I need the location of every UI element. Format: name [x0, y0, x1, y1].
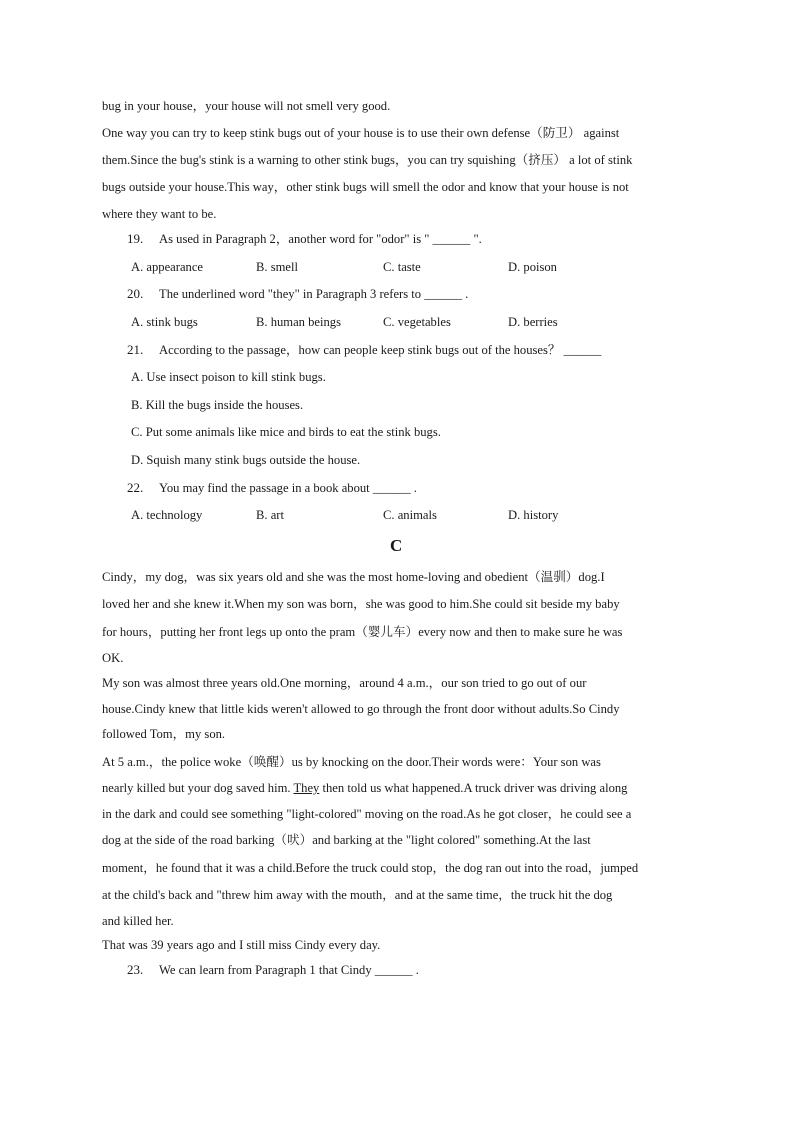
question-number: 19.: [127, 231, 144, 246]
passage-line: followed Tom，my son.: [102, 727, 226, 741]
passage-line: bug in your house，your house will not smell very good.: [102, 99, 391, 113]
question-20: [127, 286, 468, 302]
option-c[interactable]: C. vegetables: [383, 315, 451, 329]
question-19: [127, 231, 482, 247]
option-d[interactable]: D. poison: [508, 260, 557, 274]
passage-line: That was 39 years ago and I still miss Cindy every day.: [102, 938, 381, 952]
question-stem: You may find the passage in a book about ______ .: [159, 481, 417, 495]
question-stem: We can learn from Paragraph 1 that Cindy ______ .: [159, 963, 419, 977]
question-number: 20.: [127, 286, 144, 301]
option-b[interactable]: B. smell: [256, 260, 298, 274]
option-b[interactable]: B. art: [256, 508, 284, 522]
passage-line: at the child's back and "threw him away with the mouth，and at the same time，the truck hit the dog: [102, 888, 613, 902]
passage-line: bugs outside your house.This way，other stink bugs will smell the odor and know that your house is not: [102, 180, 629, 194]
passage-line: One way you can try to keep stink bugs out of your house is to use their own defense（防卫） against: [102, 126, 620, 140]
option-a[interactable]: A. appearance: [131, 260, 204, 274]
question-stem: The underlined word "they" in Paragraph 3 refers to ______ .: [159, 287, 469, 301]
question-23: [127, 962, 419, 978]
option-c[interactable]: C. Put some animals like mice and birds to eat the stink bugs.: [131, 425, 441, 439]
passage-line: in the dark and could see something "light-colored" moving on the road.As he got closer，he could see a: [102, 807, 632, 821]
passage-line: where they want to be.: [102, 207, 217, 221]
passage-line: loved her and she knew it.When my son was born，she was good to him.She could sit beside my baby: [102, 597, 620, 611]
passage-line: At 5 a.m.，the police woke（唤醒）us by knocking on the door.Their words were：Your son was: [102, 755, 601, 769]
option-a[interactable]: A. Use insect poison to kill stink bugs.: [131, 370, 326, 384]
option-a[interactable]: A. stink bugs: [131, 315, 198, 329]
question-21: [127, 342, 601, 358]
underlined-word-they: They: [293, 781, 320, 795]
passage-text: nearly killed but your dog saved him.: [102, 781, 291, 795]
question-number: 21.: [127, 342, 144, 357]
question-number: 23.: [127, 962, 144, 977]
option-c[interactable]: C. taste: [383, 260, 421, 274]
option-d[interactable]: D. history: [508, 508, 559, 522]
option-d[interactable]: D. berries: [508, 315, 558, 329]
question-22: [127, 480, 417, 496]
passage-line: dog at the side of the road barking（吠）and barking at the "light colored" something.At the last: [102, 833, 591, 847]
passage-text: then told us what happened.A truck driver was driving along: [319, 781, 628, 795]
question-stem: According to the passage，how can people keep stink bugs out of the houses？ ______: [159, 343, 602, 357]
passage-line: My son was almost three years old.One morning，around 4 a.m.，our son tried to go out of our: [102, 676, 587, 690]
section-title: C: [390, 536, 403, 555]
passage-line: house.Cindy knew that little kids weren't allowed to go through the front door without adults.So Cindy: [102, 702, 620, 716]
passage-line: [102, 780, 627, 796]
option-d[interactable]: D. Squish many stink bugs outside the house.: [131, 453, 361, 467]
passage-line: moment，he found that it was a child.Before the truck could stop，the dog ran out into the road，jumped: [102, 861, 639, 875]
passage-line: for hours，putting her front legs up onto the pram（婴儿车）every now and then to make sure he was: [102, 625, 623, 639]
passage-line: and killed her.: [102, 914, 174, 928]
passage-line: them.Since the bug's stink is a warning to other stink bugs，you can try squishing（挤压） a lot of stink: [102, 153, 633, 167]
option-c[interactable]: C. animals: [383, 508, 437, 522]
passage-line: OK.: [102, 651, 124, 665]
option-b[interactable]: B. human beings: [256, 315, 342, 329]
option-a[interactable]: A. technology: [131, 508, 203, 522]
question-number: 22.: [127, 480, 144, 495]
option-b[interactable]: B. Kill the bugs inside the houses.: [131, 398, 304, 412]
question-stem: As used in Paragraph 2，another word for "odor" is " ______ ".: [159, 232, 482, 246]
passage-line: Cindy，my dog，was six years old and she was the most home-loving and obedient（温驯）dog.I: [102, 570, 605, 584]
